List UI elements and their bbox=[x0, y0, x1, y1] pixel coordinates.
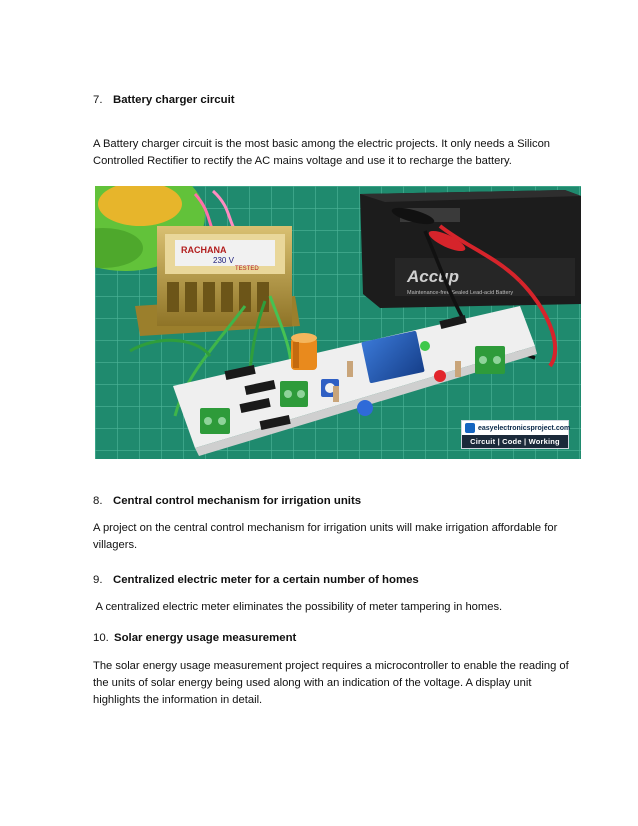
circuit-illustration bbox=[95, 186, 581, 459]
section-number: 9. bbox=[93, 574, 103, 586]
paragraph-irrigation: A project on the central control mechanism for irrigation units will make irrigation affordable for villagers. bbox=[93, 522, 558, 551]
battery-subtitle: Maintenance-free Sealed Lead-acid Battery bbox=[407, 290, 514, 296]
watermark-tagline: Circuit | Code | Working bbox=[470, 437, 560, 446]
section-number: 10. bbox=[93, 632, 109, 644]
paragraph-meter: A centralized electric meter eliminates the possibility of meter tampering in homes. bbox=[93, 601, 503, 613]
transformer bbox=[135, 226, 300, 336]
paragraph-battery-charger: A Battery charger circuit is the most basic among the electric projects. It only needs a Silicon Controlled Rectifier to rectify the AC mains voltage and use it to recharge the battery. bbox=[93, 138, 551, 167]
battery-brand: Accup bbox=[407, 267, 459, 286]
section-heading-8 bbox=[93, 494, 361, 508]
resistor bbox=[347, 361, 353, 377]
section-number: 7. bbox=[93, 94, 103, 106]
section-number: 8. bbox=[93, 495, 103, 507]
red-led bbox=[434, 370, 446, 382]
circuit-photo bbox=[95, 186, 581, 459]
section-heading-10 bbox=[93, 631, 296, 645]
section-title: Battery charger circuit bbox=[113, 94, 235, 106]
section-heading-9 bbox=[93, 573, 419, 587]
green-led bbox=[420, 341, 430, 351]
watermark-badge bbox=[461, 420, 569, 449]
battery bbox=[360, 190, 581, 308]
transformer-label: RACHANA bbox=[181, 245, 227, 255]
section-title: Centralized electric meter for a certain number of homes bbox=[113, 574, 419, 586]
capacitor bbox=[291, 333, 317, 370]
site-logo-icon bbox=[465, 423, 475, 433]
section-title: Central control mechanism for irrigation units bbox=[113, 495, 362, 507]
transformer-tested: TESTED bbox=[235, 266, 259, 272]
transformer-voltage: 230 V bbox=[213, 256, 234, 265]
section-title: Solar energy usage measurement bbox=[114, 632, 297, 644]
watermark-site: easyelectronicsproject.com bbox=[478, 424, 571, 432]
paragraph-solar: The solar energy usage measurement project requires a microcontroller to enable the reading of the units of solar energy being used along with an indication of the voltage. A display unit highlights the information in detail. bbox=[93, 660, 569, 706]
section-heading-7 bbox=[93, 93, 235, 107]
ceramic-capacitor bbox=[357, 400, 373, 416]
